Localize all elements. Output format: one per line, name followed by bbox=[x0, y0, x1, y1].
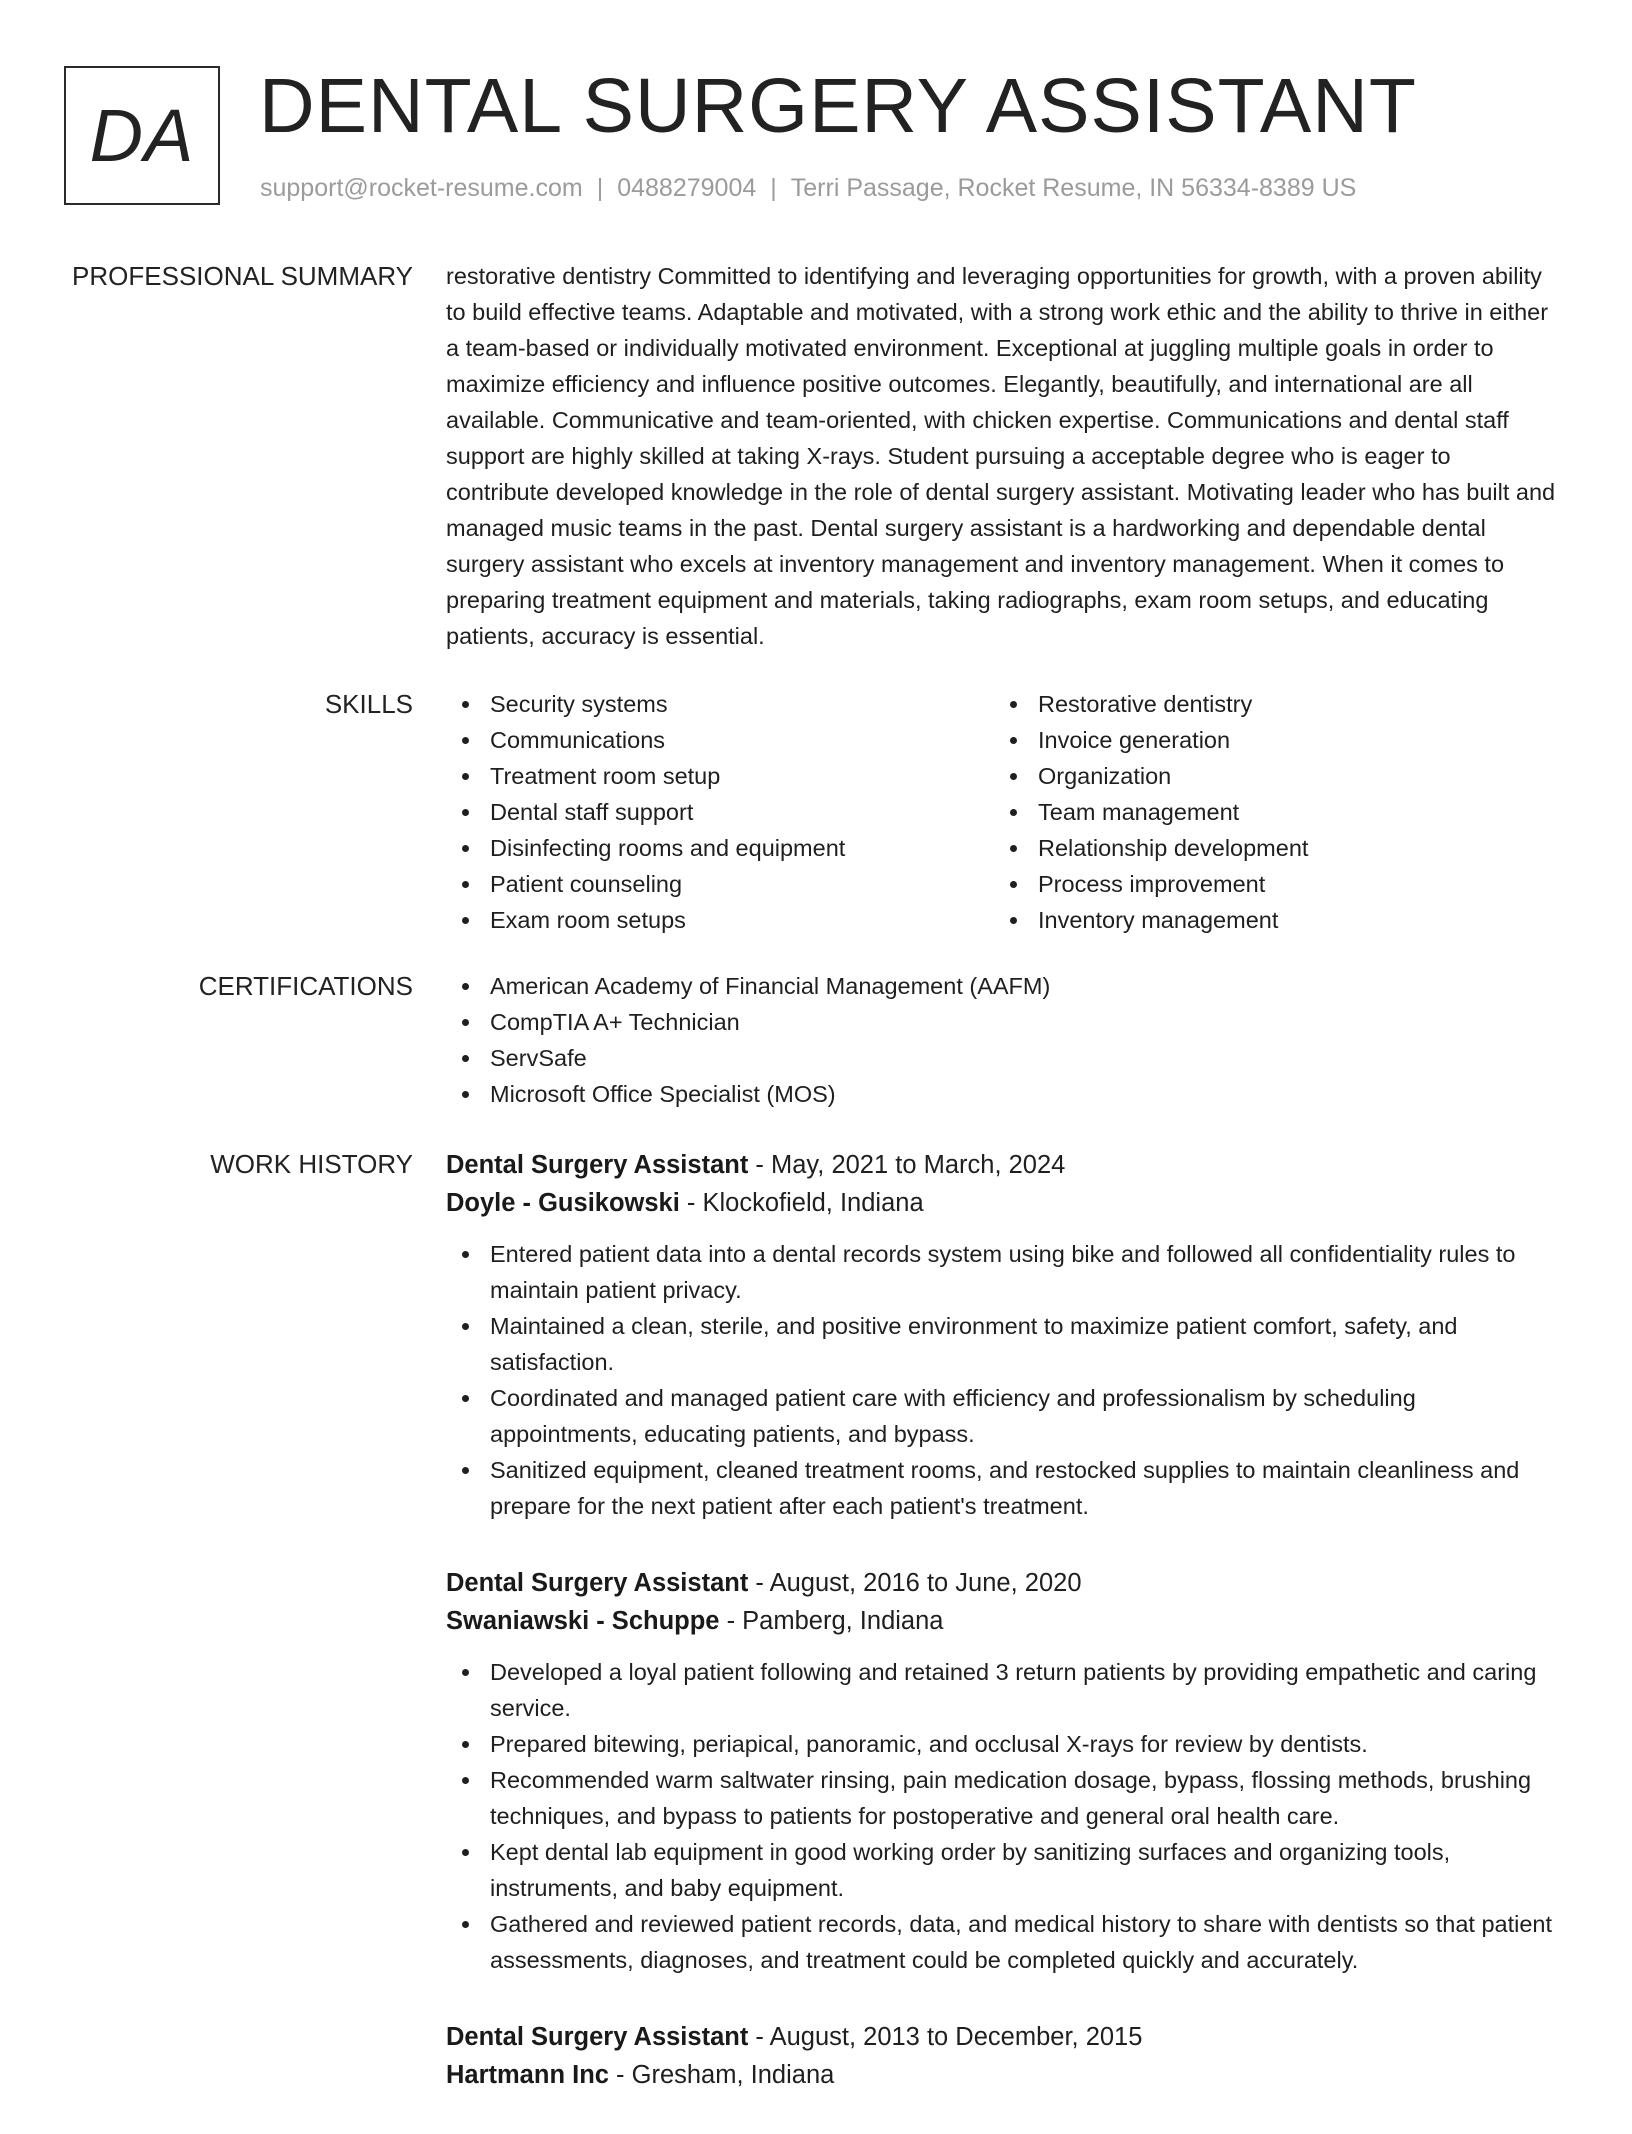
monogram-logo bbox=[64, 66, 220, 205]
list-item: Treatment room setup bbox=[446, 758, 994, 794]
list-item: Organization bbox=[994, 758, 1542, 794]
job-duties-list bbox=[446, 1654, 1556, 1978]
list-item: Microsoft Office Specialist (MOS) bbox=[446, 1076, 1556, 1112]
list-item: Gathered and reviewed patient records, data, and medical history to share with dentists so that patient assessments, diagnoses, and treatment could be completed quickly and accurately. bbox=[446, 1906, 1556, 1978]
list-item: Disinfecting rooms and equipment bbox=[446, 830, 994, 866]
job-dates: - May, 2021 to March, 2024 bbox=[748, 1151, 1066, 1179]
job-location: - Pamberg, Indiana bbox=[719, 1607, 944, 1635]
list-item: Sanitized equipment, cleaned treatment rooms, and restocked supplies to maintain cleanliness and prepare for the next patient after each patient's treatment. bbox=[446, 1452, 1556, 1524]
list-item: Kept dental lab equipment in good working order by sanitizing surfaces and organizing tools, instruments, and baby equipment. bbox=[446, 1834, 1556, 1906]
skills-heading: SKILLS bbox=[324, 689, 413, 719]
list-item: Patient counseling bbox=[446, 866, 994, 902]
job-company-line bbox=[446, 2056, 1556, 2094]
job-company-line bbox=[446, 1184, 1556, 1222]
job-location: - Gresham, Indiana bbox=[608, 2061, 835, 2089]
job-location: - Klockofield, Indiana bbox=[679, 1189, 924, 1217]
job-entry bbox=[446, 1564, 1556, 1978]
skills-list-right bbox=[994, 686, 1542, 938]
list-item: Prepared bitewing, periapical, panoramic, and occlusal X-rays for review by dentists. bbox=[446, 1726, 1556, 1762]
job-title-line bbox=[446, 2018, 1556, 2056]
list-item: Team management bbox=[994, 794, 1542, 830]
list-item: Exam room setups bbox=[446, 902, 994, 938]
job-dates: - August, 2016 to June, 2020 bbox=[748, 1569, 1082, 1597]
job-title: Dental Surgery Assistant bbox=[446, 2023, 749, 2051]
resume-title: DENTAL SURGERY ASSISTANT bbox=[259, 63, 1417, 149]
list-item: Recommended warm saltwater rinsing, pain medication dosage, bypass, flossing methods, brushing techniques, and bypass to patients for postoperative and general oral health care. bbox=[446, 1762, 1556, 1834]
job-title: Dental Surgery Assistant bbox=[446, 1151, 749, 1179]
skills-list-left bbox=[446, 686, 994, 938]
list-item: Process improvement bbox=[994, 866, 1542, 902]
list-item: Communications bbox=[446, 722, 994, 758]
summary-text: restorative dentistry Committed to identifying and leveraging opportunities for growth, with a proven ability to build effective teams. Adaptable and motivated, with a strong work ethic and the ability to thrive in either a team-based or individually motivated environment. Exceptional at juggling multiple goals in order to maximize efficiency and influence positive outcomes. Elegantly, beautifully, and international are all available. Communicative and team-oriented, with chicken expertise. Communications and dental staff support are highly skilled at taking X-rays. Student pursuing a acceptable degree who is eager to contribute developed knowledge in the role of dental surgery assistant. Motivating leader who has built and managed music teams in the past. Dental surgery assistant is a hardworking and dependable dental surgery assistant who excels at inventory management and inventory management. When it comes to preparing treatment equipment and materials, taking radiographs, exam room setups, and educating patients, accuracy is essential. bbox=[446, 263, 1556, 649]
contact-phone: 0488279004 bbox=[617, 174, 757, 202]
list-item: Developed a loyal patient following and retained 3 return patients by providing empathetic and caring service. bbox=[446, 1654, 1556, 1726]
monogram-initials: DA bbox=[89, 94, 195, 177]
job-entry bbox=[446, 1146, 1556, 1524]
list-item: Inventory management bbox=[994, 902, 1542, 938]
contact-email: support@rocket-resume.com bbox=[260, 174, 583, 202]
job-entry bbox=[446, 2018, 1556, 2094]
job-company-line bbox=[446, 1602, 1556, 1640]
list-item: Relationship development bbox=[994, 830, 1542, 866]
list-item: American Academy of Financial Management (AAFM) bbox=[446, 968, 1556, 1004]
contact-separator: | bbox=[596, 174, 604, 202]
job-company: Swaniawski - Schuppe bbox=[446, 1607, 720, 1635]
list-item: Entered patient data into a dental records system using bike and followed all confidentiality rules to maintain patient privacy. bbox=[446, 1236, 1556, 1308]
certifications-list bbox=[446, 968, 1556, 1112]
job-company: Hartmann Inc bbox=[446, 2061, 609, 2089]
job-duties-list bbox=[446, 1236, 1556, 1524]
list-item: Restorative dentistry bbox=[994, 686, 1542, 722]
work-history-list bbox=[446, 1146, 1556, 2134]
job-title-line bbox=[446, 1564, 1556, 1602]
list-item: Coordinated and managed patient care with efficiency and professionalism by scheduling appointments, educating patients, and bypass. bbox=[446, 1380, 1556, 1452]
contact-separator: | bbox=[770, 174, 777, 202]
list-item: Maintained a clean, sterile, and positive environment to maximize patient comfort, safety, and satisfaction. bbox=[446, 1308, 1556, 1380]
job-company: Doyle - Gusikowski bbox=[446, 1189, 680, 1217]
summary-heading: PROFESSIONAL SUMMARY bbox=[72, 261, 413, 291]
job-title-line bbox=[446, 1146, 1556, 1184]
list-item: Dental staff support bbox=[446, 794, 994, 830]
list-item: Invoice generation bbox=[994, 722, 1542, 758]
list-item: Security systems bbox=[446, 686, 994, 722]
list-item: CompTIA A+ Technician bbox=[446, 1004, 1556, 1040]
job-dates: - August, 2013 to December, 2015 bbox=[748, 2023, 1143, 2051]
resume-header bbox=[64, 63, 1572, 216]
contact-line bbox=[260, 174, 1356, 203]
job-title: Dental Surgery Assistant bbox=[446, 1569, 749, 1597]
certifications-heading: CERTIFICATIONS bbox=[198, 971, 413, 1001]
contact-address: Terri Passage, Rocket Resume, IN 56334-8389 US bbox=[790, 174, 1357, 202]
work-history-heading: WORK HISTORY bbox=[210, 1149, 413, 1179]
list-item: ServSafe bbox=[446, 1040, 1556, 1076]
